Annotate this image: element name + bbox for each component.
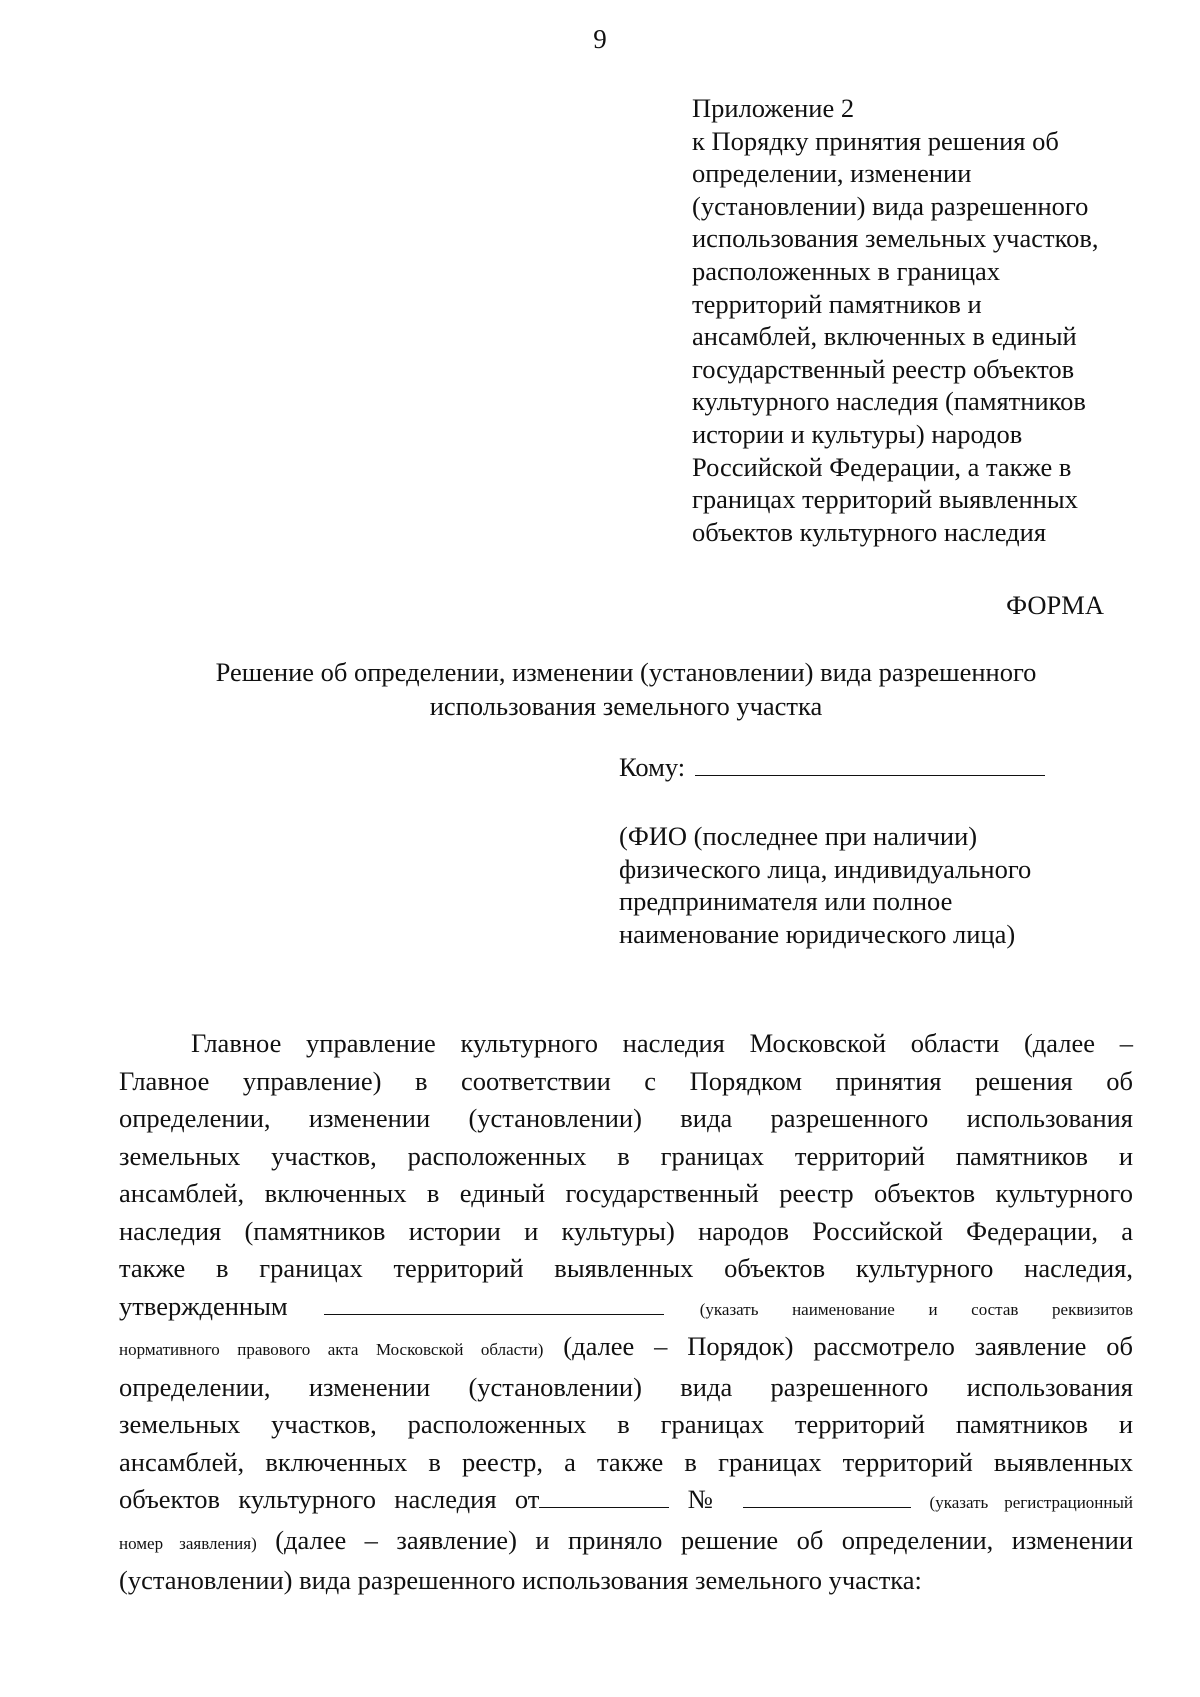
recipient-hint-line: наименование юридического лица) (619, 918, 1016, 949)
body-line: Главное управление) в соответствии с Порядком принятия решения об (119, 1065, 1133, 1096)
page-number: 9 (593, 24, 607, 54)
appendix-line: использования земельных участков, (692, 223, 1099, 254)
recipient-hint-line: физического лица, индивидуального (619, 853, 1032, 884)
body-line: земельных участков, расположенных в границах территорий памятников и (119, 1140, 1133, 1171)
body-line: также в границах территорий выявленных объектов культурного наследия, (119, 1253, 1133, 1283)
appendix-line: ансамблей, включенных в единый (692, 321, 1077, 352)
body-line: наследия (памятников истории и культуры) народов Российской Федерации, а (119, 1215, 1133, 1246)
recipient-field (619, 752, 1045, 783)
registration-number-hint: (указать регистрационный (929, 1493, 1134, 1512)
body-line: определении, изменении (установлении) вида разрешенного использования (119, 1371, 1133, 1402)
registration-number-hint-cont: номер заявления) (119, 1533, 257, 1553)
appendix-line: государственный реестр объектов (692, 353, 1075, 384)
document-title-line-1: Решение об определении, изменении (установлении) вида разрешенного (215, 657, 1037, 687)
document-title-line-2: использования земельного участка (429, 691, 823, 721)
number-sign: № (687, 1484, 725, 1514)
body-line: ансамблей, включенных в реестр, а также в границах территорий выявленных (119, 1446, 1133, 1477)
appendix-line: расположенных в границах (692, 255, 1001, 286)
body-text-segment: (далее – заявление) и приняло решение об определении, изменении (275, 1524, 1133, 1555)
body-line: определении, изменении (установлении) вида разрешенного использования (119, 1103, 1133, 1133)
appendix-line: Приложение 2 (692, 93, 855, 123)
appendix-line: (установлении) вида разрешенного (692, 190, 1089, 221)
appendix-line: объектов культурного наследия (692, 516, 1047, 547)
appendix-line: Российской Федерации, а также в (692, 451, 1072, 482)
recipient-hint (619, 820, 1089, 950)
body-line (119, 1328, 1133, 1369)
appendix-header (692, 92, 1162, 548)
recipient-hint-line: предпринимателя или полное (619, 886, 953, 917)
body-text-segment: (далее – Порядок) рассмотрело заявление об (563, 1331, 1134, 1361)
body-line (119, 1522, 1133, 1563)
appendix-line: определении, изменении (692, 158, 972, 189)
appendix-line: истории и культуры) народов (692, 418, 1023, 449)
recipient-blank-line[interactable] (695, 753, 1045, 776)
recipient-label: Кому: (619, 752, 686, 782)
appendix-line: территорий памятников и (692, 288, 982, 319)
body-line (119, 1481, 1133, 1522)
appendix-line: к Порядку принятия решения об (692, 125, 1059, 156)
body-line: ансамблей, включенных в единый государственный реестр объектов культурного (119, 1178, 1133, 1208)
form-label: ФОРМА (1006, 590, 1104, 620)
approved-by-label: утвержденным (119, 1290, 288, 1321)
act-name-hint-cont: нормативного правового акта Московской области) (119, 1340, 544, 1359)
application-date-label: объектов культурного наследия от (119, 1484, 540, 1514)
act-name-blank[interactable] (324, 1294, 664, 1315)
body-line: земельных участков, расположенных в границах территорий памятников и (119, 1409, 1133, 1439)
body-line: (установлении) вида разрешенного использования земельного участка: (119, 1565, 922, 1595)
decision-body-paragraph (119, 1025, 1133, 1600)
body-line (119, 1288, 1133, 1329)
appendix-line: культурного наследия (памятников (692, 386, 1086, 417)
body-line: Главное управление культурного наследия Московской области (далее – (191, 1028, 1133, 1058)
recipient-hint-line: (ФИО (последнее при наличии) (619, 821, 978, 851)
appendix-line: границах территорий выявленных (692, 484, 1078, 515)
act-name-hint: (указать наименование и состав реквизитов (699, 1299, 1134, 1319)
application-date-blank[interactable] (539, 1487, 669, 1508)
document-title (0, 655, 1200, 723)
application-number-blank[interactable] (743, 1487, 911, 1508)
